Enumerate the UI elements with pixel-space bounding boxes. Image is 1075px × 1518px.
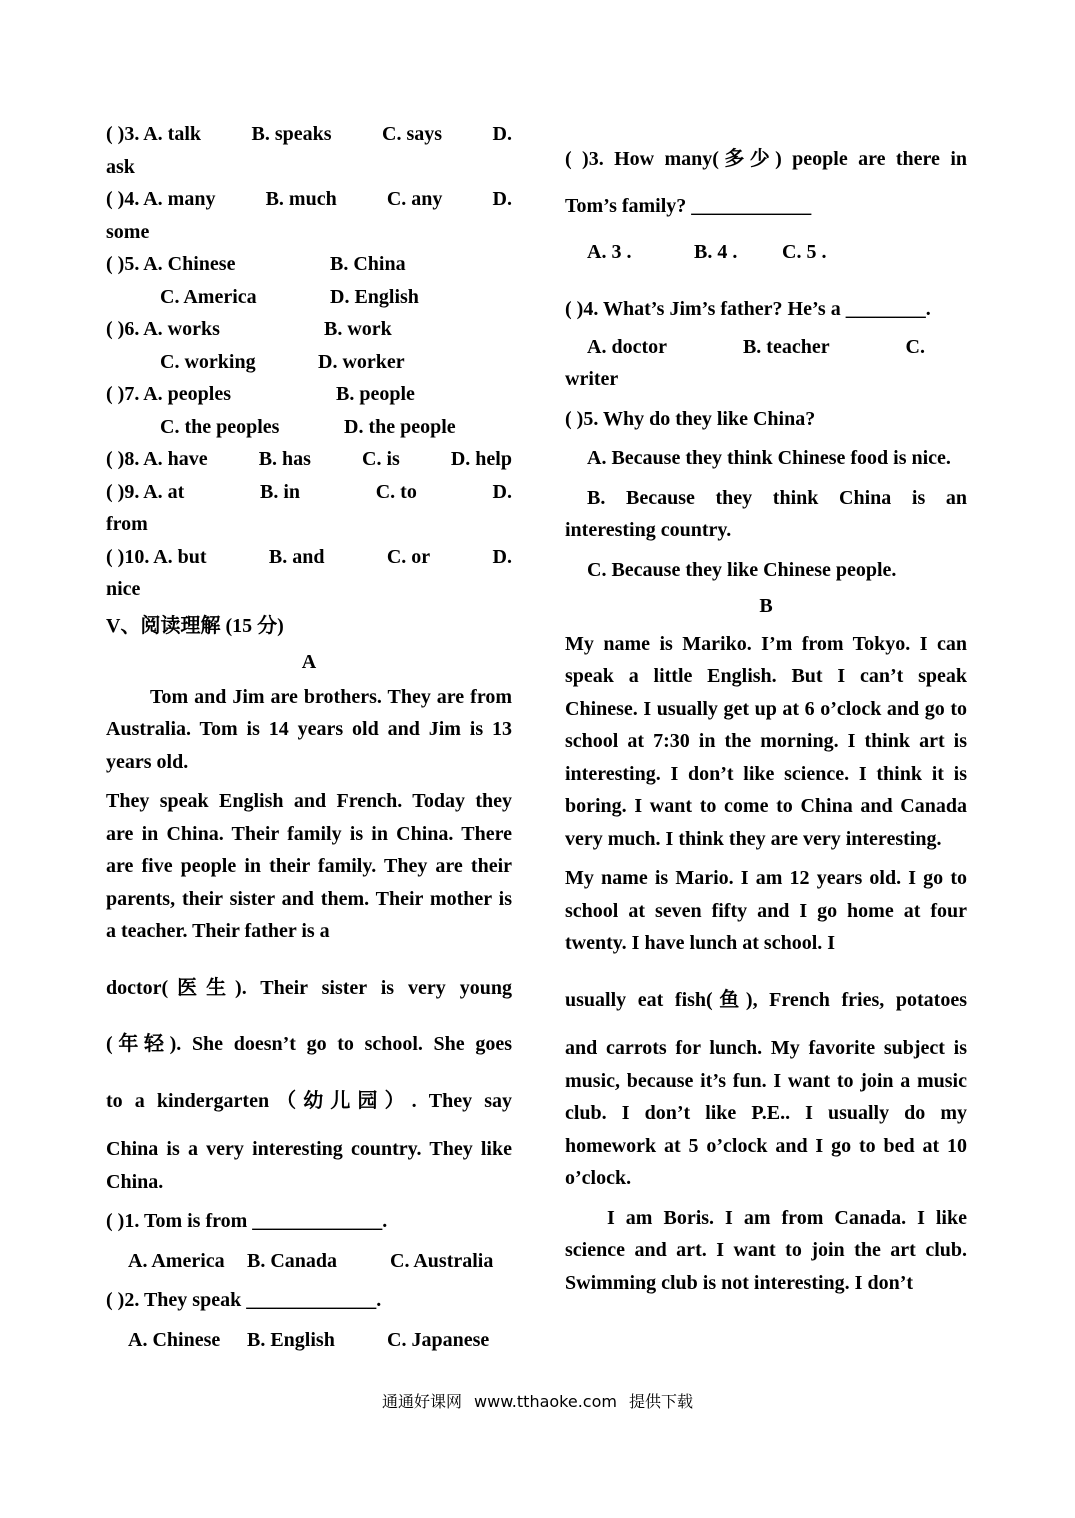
reading-question-5-option-c: C. Because they like Chinese people. — [587, 558, 897, 581]
question-6-cd: C. working D. worker — [160, 350, 405, 373]
question-9: ( )9. A. at B. in C. to D. — [106, 480, 512, 503]
passage-b-para-lunch: and carrots for lunch. My favorite subject is music, because it’s fun. I want to join a music club. I don’t like P.E.. I usually do my homework at 5 o’clock and I go to bed at 10 o’clock. — [565, 1037, 967, 1189]
reading-question-3: ( )3. How many(多少) people are there in Tom’s family? ____________ — [565, 148, 967, 217]
reading-question-1-options: A. America B. Canada C. Australia — [128, 1249, 494, 1272]
right-column — [565, 136, 967, 1299]
question-10-wrap: nice — [106, 578, 141, 600]
question-6: ( )6. A. works B. work — [106, 318, 392, 340]
reading-question-4: ( )4. What’s Jim’s father? He’s a ________. — [565, 297, 931, 320]
question-5: ( )5. A. Chinese B. China — [106, 253, 406, 275]
passage-a-label: A — [301, 651, 317, 673]
footer-url[interactable]: www.tthaoke.com — [474, 1392, 617, 1411]
question-3-wrap: ask — [106, 155, 135, 178]
reading-question-2: ( )2. They speak _____________. — [106, 1289, 382, 1311]
question-4: ( )4. A. many B. much C. any D. — [106, 188, 512, 210]
passage-b-para-boris: I am Boris. I am from Canada. I like science and art. I want to join the art club. Swimming club is not interesting. I don’t — [565, 1206, 967, 1294]
question-7: ( )7. A. peoples B. people — [106, 383, 415, 405]
reading-question-2-options: A. Chinese B. English C. Japanese — [128, 1328, 490, 1351]
section-title: V、阅读理解 (15 分) — [106, 614, 284, 637]
reading-question-5-option-b: B. Because they think China is an interesting country. — [565, 486, 967, 541]
reading-question-4-wrap: writer — [565, 368, 619, 390]
page-footer — [0, 1391, 1075, 1413]
passage-a-line-young: (年轻). She doesn’t go to school. She goes — [106, 1033, 512, 1055]
reading-question-5-option-a: A. Because they think Chinese food is nice. — [587, 447, 951, 469]
question-4-wrap: some — [106, 220, 150, 243]
reading-question-1: ( )1. Tom is from _____________. — [106, 1210, 388, 1232]
question-5-cd: C. America D. English — [160, 285, 419, 308]
passage-b-para-mario: My name is Mario. I am 12 years old. I go to school at seven fifty and I go home at four twenty. I have lunch at school. I — [565, 867, 967, 954]
reading-question-5: ( )5. Why do they like China? — [565, 407, 816, 430]
reading-question-4-options: A. doctor B. teacher C. — [587, 335, 925, 358]
passage-a-line-kindergarten: to a kindergarten（幼儿园）. They say — [106, 1089, 512, 1112]
passage-b-para-mariko: My name is Mariko. I’m from Tokyo. I can speak a little English. But I can’t speak Chinese. I usually get up at 6 o’clock and go to school at 7:30 in the morning. I think art is interesting. I don’t like science. I think it is boring. I want to come to China and Canada very much. I think they are very interesting. — [565, 632, 967, 850]
footer-note: 提供下载 — [628, 1392, 693, 1411]
question-7-cd: C. the peoples D. the people — [160, 415, 456, 438]
question-9-wrap: from — [106, 513, 148, 535]
passage-b-label: B — [759, 595, 773, 617]
question-8: ( )8. A. have B. has C. is D. help — [106, 448, 512, 470]
passage-a-line-doctor: doctor(医生). Their sister is very young — [106, 976, 512, 999]
left-column — [106, 118, 512, 1356]
question-10: ( )10. A. but B. and C. or D. — [106, 545, 512, 568]
passage-a-para-2: They speak English and French. Today they are in China. Their family is in China. There are five people in their family. They are their parents, their sister and them. Their mother is a teacher. Their father is a — [106, 790, 512, 942]
footer-site-name: 通通好课网 — [382, 1392, 463, 1411]
passage-a-para-1: Tom and Jim are brothers. They are from Australia. Tom is 14 years old and Jim is 13 years old. — [106, 685, 512, 773]
passage-b-line-fish: usually eat fish(鱼), French fries, potatoes — [565, 988, 967, 1011]
reading-question-3-options: A. 3 . B. 4 . C. 5 . — [587, 241, 827, 263]
passage-a-para-end: China is a very interesting country. They like China. — [106, 1138, 512, 1193]
question-3: ( )3. A. talk B. speaks C. says D. — [106, 123, 512, 145]
